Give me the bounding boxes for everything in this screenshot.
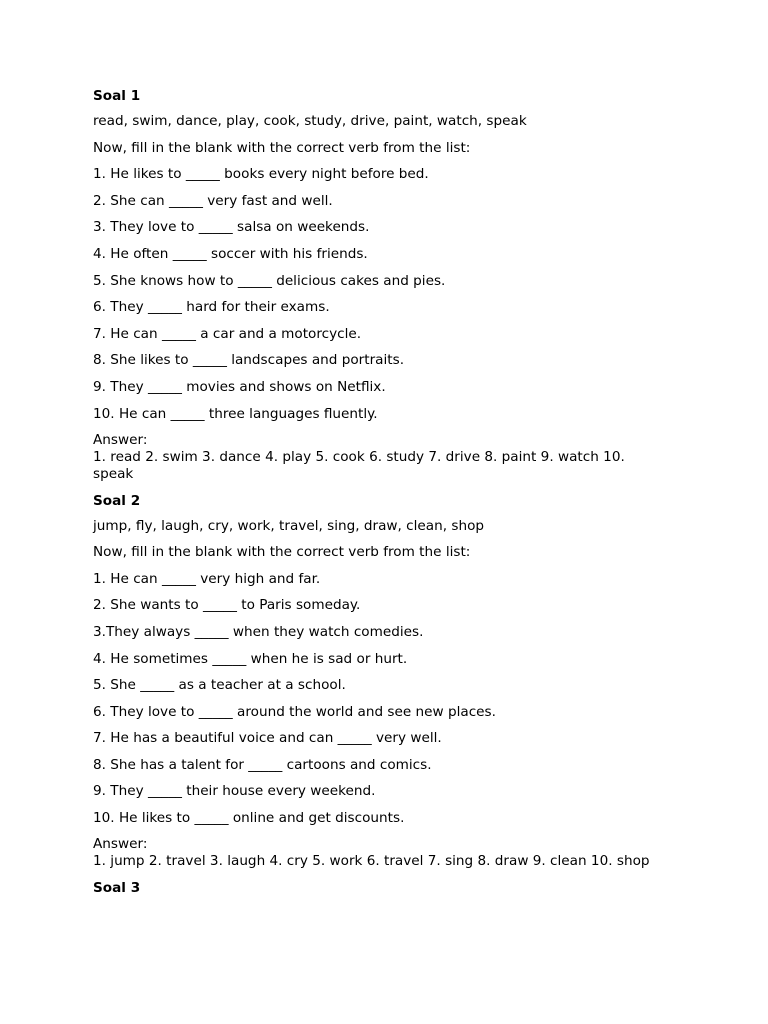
soal-1-question: 4. He often _____ soccer with his friends.	[93, 245, 368, 262]
soal-2-answer-label: Answer:	[93, 836, 148, 853]
soal-2-question: 8. She has a talent for _____ cartoons and comics.	[93, 756, 432, 773]
soal-2-instruction: Now, fill in the blank with the correct verb from the list:	[93, 544, 471, 561]
soal-2-question: 9. They _____ their house every weekend.	[93, 783, 376, 800]
soal-1-answer-label: Answer:	[93, 431, 148, 448]
soal-1-question: 10. He can _____ three languages fluently.	[93, 405, 378, 422]
soal-1-instruction: Now, fill in the blank with the correct verb from the list:	[93, 139, 471, 156]
soal-1-question: 6. They _____ hard for their exams.	[93, 299, 330, 316]
soal-3-title: Soal 3	[93, 880, 141, 897]
soal-1-question: 5. She knows how to _____ delicious cakes and pies.	[93, 272, 446, 289]
document-page	[93, 86, 693, 898]
soal-1-answer-text: 1. read 2. swim 3. dance 4. play 5. cook 6. study 7. drive 8. paint 9. watch 10. speak	[93, 448, 625, 482]
soal-2-question: 6. They love to _____ around the world and see new places.	[93, 703, 496, 720]
soal-2-question: 3.They always _____ when they watch comedies.	[93, 623, 424, 640]
soal-1-question: 2. She can _____ very fast and well.	[93, 192, 333, 209]
soal-2-section	[93, 491, 693, 871]
soal-2-answer-block	[93, 836, 693, 870]
soal-1-question: 1. He likes to _____ books every night before bed.	[93, 166, 429, 183]
soal-1-word-list: read, swim, dance, play, cook, study, drive, paint, watch, speak	[93, 113, 527, 129]
soal-1-section	[93, 86, 693, 483]
soal-2-title: Soal 2	[93, 492, 141, 509]
soal-1-question: 9. They _____ movies and shows on Netflix.	[93, 378, 386, 395]
soal-1-question-list	[93, 166, 693, 421]
soal-2-answer-text: 1. jump 2. travel 3. laugh 4. cry 5. work 6. travel 7. sing 8. draw 9. clean 10. shop	[93, 853, 650, 870]
soal-2-question: 5. She _____ as a teacher at a school.	[93, 677, 346, 694]
soal-2-question: 4. He sometimes _____ when he is sad or hurt.	[93, 650, 408, 667]
soal-2-question-list	[93, 571, 693, 826]
soal-2-question: 2. She wants to _____ to Paris someday.	[93, 597, 361, 614]
soal-1-answer-block	[93, 432, 693, 483]
soal-3-section	[93, 878, 693, 898]
soal-1-question: 7. He can _____ a car and a motorcycle.	[93, 325, 362, 342]
soal-2-word-list: jump, fly, laugh, cry, work, travel, sing, draw, clean, shop	[93, 517, 485, 534]
soal-2-question: 7. He has a beautiful voice and can _____ very well.	[93, 730, 442, 747]
soal-1-question: 3. They love to _____ salsa on weekends.	[93, 219, 370, 236]
soal-1-title: Soal 1	[93, 88, 141, 104]
soal-2-question: 10. He likes to _____ online and get discounts.	[93, 810, 405, 827]
soal-1-question: 8. She likes to _____ landscapes and portraits.	[93, 352, 405, 369]
soal-2-question: 1. He can _____ very high and far.	[93, 570, 321, 587]
